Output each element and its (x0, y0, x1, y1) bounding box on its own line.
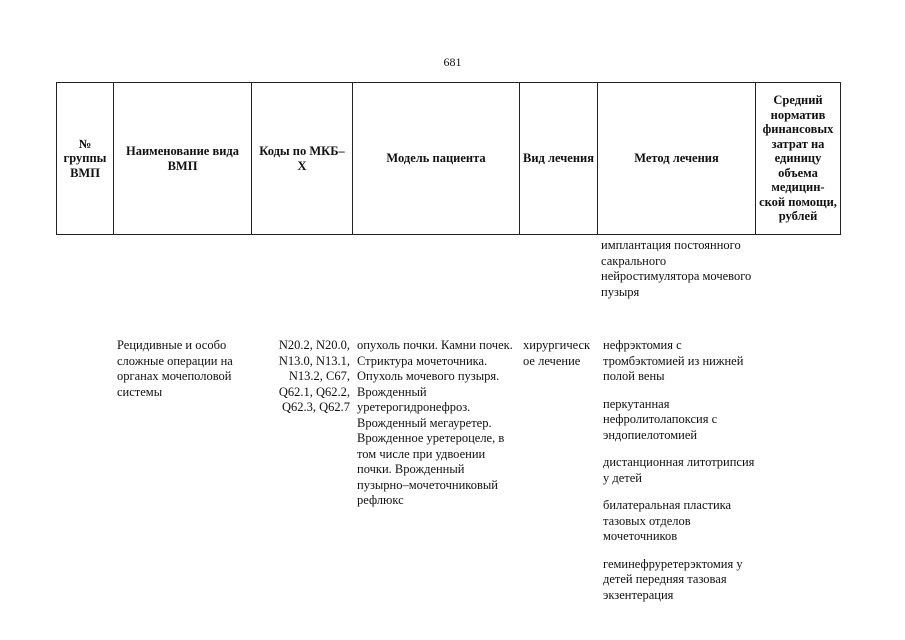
header-icd-codes: Коды по МКБ–Х (252, 83, 353, 235)
header-financial-norm: Средний норматив финансовых затрат на единицу объема медицин-ской помощи, рублей (756, 83, 841, 235)
page-number: 681 (443, 55, 462, 69)
method-item: дистанционная литотрипсия у детей (603, 455, 755, 485)
method-item: нефрэктомия с тромбэктомией из нижней полой вены (603, 338, 744, 383)
method-item: перкутанная нефролитолапоксия с эндопиелотомией (603, 396, 718, 442)
row-methods-list (603, 338, 763, 615)
row-vmp-name: Рецидивные и особо сложные операции на органах мочеполовой системы (117, 338, 233, 399)
row-icd-codes: N20.2, N20.0, N13.0, N13.1, N13.2, C67, Q62.1, Q62.2, Q62.3, Q62.7 (278, 338, 350, 414)
table-header (56, 82, 841, 235)
row-patient-model: опухоль почки. Камни почек. Стриктура мочеточника. Опухоль мочевого пузыря. Врожденный уретерогидронефроз. Врожденный мегауретер. Врожденное уретероцеле, в том числе при удвоении почки. Врожденный пузырно–мочеточниковый рефлюкс (357, 338, 513, 507)
header-group-number: № группы ВМП (57, 83, 114, 235)
row-treatment-type: хирургическое лечение (523, 338, 591, 368)
method-item: геминефруретерэктомия у детей передняя тазовая экзентерация (603, 556, 743, 602)
method-item: билатеральная пластика тазовых отделов мочеточников (603, 498, 732, 543)
continued-method: имплантация постоянного сакрального нейростимулятора мочевого пузыря (601, 238, 752, 299)
header-treatment-method: Метод лечения (598, 83, 756, 235)
header-vmp-name: Наименование вида ВМП (114, 83, 252, 235)
header-patient-model: Модель пациента (353, 83, 520, 235)
header-treatment-type: Вид лечения (520, 83, 598, 235)
